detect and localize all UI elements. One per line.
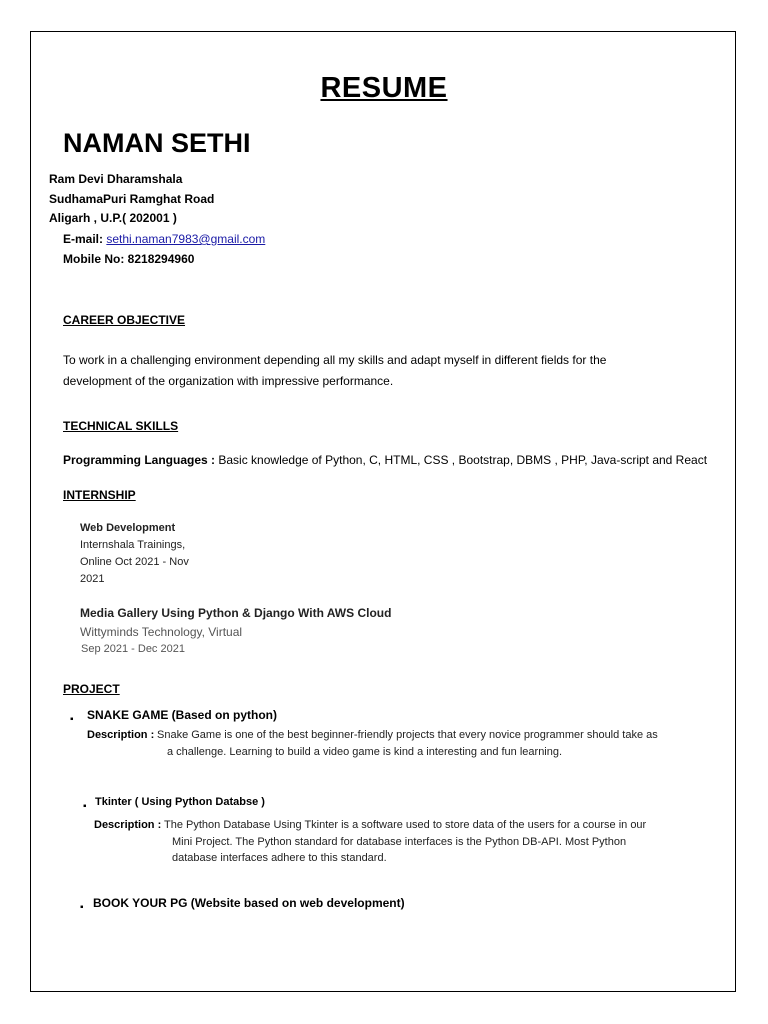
project-3-title: BOOK YOUR PG (Website based on web development) [93, 896, 405, 910]
programming-languages-label: Programming Languages : [63, 453, 216, 467]
email-link[interactable]: sethi.naman7983@gmail.com [106, 232, 266, 246]
project-heading: PROJECT [63, 682, 120, 696]
email-label: E-mail: [63, 232, 104, 246]
internship-1-line-3: 2021 [80, 573, 105, 585]
address-line-2: SudhamaPuri Ramghat Road [49, 192, 215, 206]
project-2-desc-label: Description : [94, 819, 162, 831]
project-3-bullet: ▪ [80, 902, 84, 913]
mobile-number: 8218294960 [127, 252, 195, 266]
project-2-desc-line-1: The Python Database Using Tkinter is a software used to store data of the users for a course in our [164, 819, 647, 831]
project-2-desc-line-3: database interfaces adhere to this standard. [172, 852, 387, 864]
project-1-title: SNAKE GAME (Based on python) [87, 708, 278, 722]
internship-1-line-1: Internshala Trainings, [80, 539, 186, 551]
career-objective-line-1: To work in a challenging environment depending all my skills and adapt myself in different fields for the [63, 353, 607, 367]
address-line-1: Ram Devi Dharamshala [49, 172, 183, 186]
address-line-3: Aligarh , U.P.( 202001 ) [49, 211, 177, 225]
project-1-desc-line-2: a challenge. Learning to build a video game is kind a interesting and fun learning. [167, 746, 563, 758]
project-2-title: Tkinter ( Using Python Databse ) [95, 796, 265, 808]
career-objective-heading: CAREER OBJECTIVE [63, 313, 186, 327]
programming-languages-row [63, 453, 707, 467]
internship-2-dates: Sep 2021 - Dec 2021 [81, 643, 185, 655]
internship-heading: INTERNSHIP [63, 488, 136, 502]
internship-1-title: Web Development [80, 522, 176, 534]
internship-1-line-2: Online Oct 2021 - Nov [80, 556, 189, 568]
project-1-desc-label: Description : [87, 729, 155, 741]
project-2-desc-line-2: Mini Project. The Python standard for database interfaces is the Python DB-API. Most Python [172, 836, 627, 848]
technical-skills-heading: TECHNICAL SKILLS [63, 419, 179, 433]
project-1-desc-line-1: Snake Game is one of the best beginner-friendly projects that every novice programmer should take as [157, 729, 658, 741]
mobile-label: Mobile No: [63, 252, 125, 266]
internship-2-title: Media Gallery Using Python & Django With AWS Cloud [80, 606, 392, 620]
project-2-bullet: ▪ [83, 801, 87, 812]
resume-title: RESUME [320, 72, 448, 104]
mobile-row [63, 252, 194, 266]
programming-languages-value: Basic knowledge of Python, C, HTML, CSS , Bootstrap, DBMS , PHP, Java-script and React [218, 453, 708, 467]
project-1-bullet: ▪ [70, 714, 74, 725]
candidate-name: NAMAN SETHI [63, 128, 251, 158]
email-row [63, 232, 265, 246]
career-objective-line-2: development of the organization with impressive performance. [63, 374, 394, 388]
internship-2-company: Wittyminds Technology, Virtual [80, 625, 243, 639]
